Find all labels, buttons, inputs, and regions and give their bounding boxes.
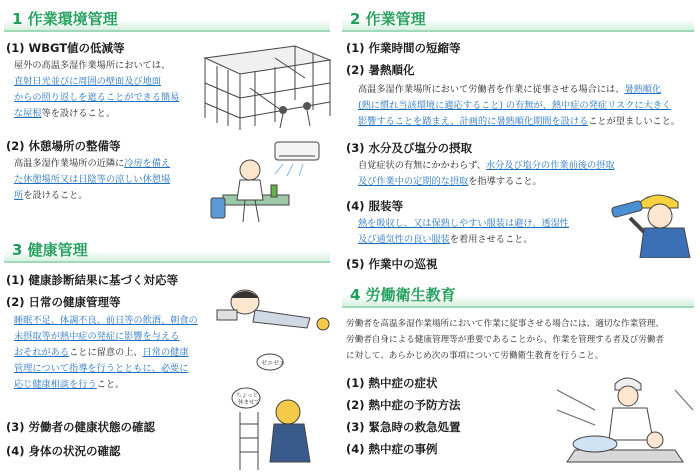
wbgt-link-2[interactable]: からの照り返しを遮ることができる簡易: [14, 92, 180, 103]
daily-link-3[interactable]: おそれがある: [14, 347, 70, 358]
section-title-work-environment: 1 作業環境管理: [4, 6, 330, 32]
water-text-1: 自覚症状の有無にかかわらず、: [358, 160, 486, 171]
education-item-prevention: (2) 熱中症の予防方法: [346, 398, 461, 412]
daily-text-3: ことに留意の上、: [69, 347, 143, 358]
acclim-link-2[interactable]: (熱に慣れ当該環境に適応すること) の有無が、熱中症の発症リスクに大きく: [358, 100, 672, 111]
clothing-link-1[interactable]: 熱を吸収し、又は保熱しやすい服装は避け、透湿性: [358, 218, 569, 229]
heading-health-checkup: (1) 健康診断結果に基づく対応等: [6, 273, 179, 287]
education-line-3: に対して、あらかじめ次の事項について労働衛生教育を行うこと。: [346, 351, 604, 361]
daily-link-2[interactable]: 未摂取等が熱中症の発症に影響を与える: [14, 331, 180, 342]
right-column: [340, 0, 700, 473]
drinking-worker-illustration: [600, 188, 696, 258]
bubble-2-text: ちょっと: [236, 393, 259, 399]
daily-link-1[interactable]: 睡眠不足、体調不良、前日等の飲酒、朝食の: [14, 315, 198, 326]
paragraph-daily-health: [14, 313, 234, 393]
water-link-1[interactable]: 水分及び塩分の作業前後の摂取: [485, 160, 615, 171]
rest-link-3[interactable]: 所: [14, 190, 24, 201]
education-item-symptoms: (1) 熱中症の症状: [346, 376, 438, 390]
bubble-2-text-b: 休ませて: [238, 400, 261, 406]
heading-heat-acclimatization: (2) 暑熱順化: [346, 63, 415, 77]
rest-link-2[interactable]: た休憩場所又は日陰等の涼しい休憩場: [14, 174, 171, 185]
water-link-2[interactable]: 及び作業中の定期的な摂取: [358, 176, 469, 187]
heading-shorter-hours: (1) 作業時間の短縮等: [346, 41, 461, 55]
education-line-2: 労働者自身による健康管理等が重要であることから、作業を管理する者及び労働者: [346, 335, 664, 345]
heading-daily-health: (2) 日常の健康管理等: [6, 295, 121, 309]
bubble-1-text: ゼエゼエ: [261, 360, 286, 367]
clothing-tail: を着用させること。: [449, 234, 533, 245]
paragraph-education: [346, 316, 698, 364]
acclim-link-1[interactable]: 暑熱順化: [624, 84, 662, 95]
heading-clothing: (4) 服装等: [346, 199, 404, 213]
clothing-link-2[interactable]: 及び通気性の良い服装: [358, 234, 450, 245]
section-title-health-management: 3 健康管理: [4, 237, 330, 263]
paragraph-rest-area: [14, 156, 204, 204]
left-column: [0, 0, 340, 473]
paragraph-heat-acclimatization: [358, 82, 698, 130]
heading-worker-health-check: (3) 労働者の健康状態の確認: [6, 420, 156, 434]
heading-rest-area: (2) 休憩場所の整備等: [6, 139, 121, 153]
rest-tail: を設けること。: [23, 190, 88, 201]
wbgt-link-1[interactable]: 直射日光並びに周囲の壁面及び地面: [14, 76, 161, 87]
paragraph-clothing: [358, 216, 598, 248]
daily-link-5[interactable]: 管理について指導を行うとともに、必要に: [14, 363, 189, 374]
acclim-text-1: 高温多湿作業場所において労働者を作業に従事させる場合には、: [358, 84, 625, 95]
acclim-tail: ことが望ましいこと。: [588, 116, 681, 127]
paragraph-water-salt: [358, 158, 658, 190]
rest-link-1[interactable]: 冷房を備え: [124, 158, 171, 169]
education-item-first-aid: (3) 緊急時の救急処置: [346, 420, 461, 434]
tired-worker-illustration: [215, 280, 335, 340]
daily-link-6[interactable]: 応じ健康相談を行う: [14, 379, 97, 390]
heading-water-salt: (3) 水分及び塩分の摂取: [346, 141, 473, 155]
heading-physical-condition: (4) 身体の状況の確認: [6, 444, 121, 458]
scaffold-roof-illustration: [195, 38, 335, 133]
first-aid-illustration: [555, 370, 695, 470]
air-conditioner-rest-illustration: [205, 140, 325, 230]
paragraph-wbgt: [14, 58, 200, 122]
section-title-work-management: 2 作業管理: [342, 6, 694, 32]
worker-on-ladder-illustration: [230, 352, 330, 472]
heading-wbgt: (1) WBGT値の低減等: [6, 41, 125, 55]
wbgt-link-3[interactable]: な屋根: [14, 108, 42, 119]
wbgt-line-1: 屋外の高温多湿作業場所においては、: [14, 60, 171, 71]
water-tail: を指導すること。: [468, 176, 542, 187]
daily-tail: こと。: [96, 379, 125, 390]
education-line-1: 労働者を高温多湿作業場所において作業に従事させる場合には、適切な作業管理、: [346, 319, 664, 329]
heading-patrol: (5) 作業中の巡視: [346, 257, 438, 271]
section-title-health-education: 4 労働衛生教育: [342, 282, 694, 308]
wbgt-tail: 等を設けること。: [41, 108, 116, 119]
education-item-cases: (4) 熱中症の事例: [346, 442, 438, 456]
daily-link-4[interactable]: 日常の健康: [142, 347, 189, 358]
acclim-link-3[interactable]: 影響することを踏まえ、計画的に暑熱順化期間を設ける: [358, 116, 589, 127]
rest-line-1: 高温多湿作業場所の近隣に: [14, 158, 125, 169]
